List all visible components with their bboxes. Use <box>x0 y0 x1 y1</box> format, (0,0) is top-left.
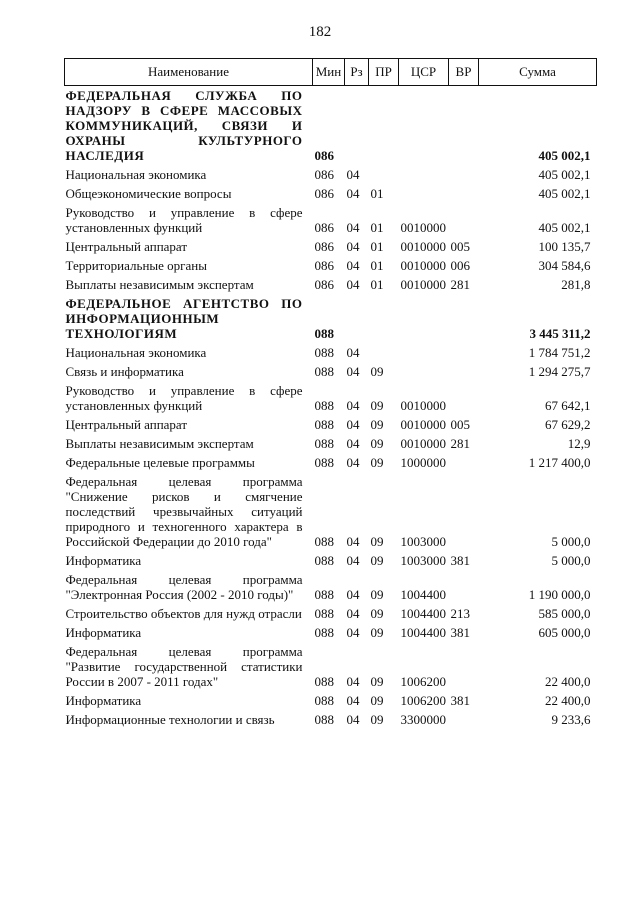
table-row <box>65 691 597 710</box>
cell-csr <box>399 362 449 381</box>
page-number: 182 <box>308 24 332 40</box>
cell-pr <box>369 165 399 184</box>
cell-rz: 04 <box>346 436 360 451</box>
cell-rz: 04 <box>346 693 360 708</box>
cell-sum: 405 002,1 <box>538 148 591 163</box>
cell-vr <box>449 381 479 415</box>
cell-rz <box>345 86 369 166</box>
cell-pr: 09 <box>370 417 384 432</box>
cell-sum: 5 000,0 <box>551 553 591 568</box>
cell-name: Информатика <box>65 553 142 568</box>
header-min: Мин <box>313 59 345 86</box>
cell-vr <box>449 710 479 729</box>
cell-vr <box>449 343 479 362</box>
cell-sum: 22 400,0 <box>545 674 591 689</box>
table-row <box>65 551 597 570</box>
cell-pr: 09 <box>370 693 384 708</box>
cell-min: 086 <box>314 239 334 254</box>
cell-csr: 1006200 <box>400 693 446 708</box>
cell-rz: 04 <box>346 455 360 470</box>
cell-vr: 381 <box>450 693 470 708</box>
cell-csr: 1000000 <box>400 455 446 470</box>
cell-rz: 04 <box>346 587 360 602</box>
table-row <box>65 237 597 256</box>
cell-vr <box>449 642 479 691</box>
cell-rz: 04 <box>346 398 360 413</box>
cell-csr: 0010000 <box>400 258 446 273</box>
table-row <box>65 362 597 381</box>
cell-sum: 22 400,0 <box>545 693 591 708</box>
cell-csr <box>399 343 449 362</box>
cell-name: Выплаты независимым экспертам <box>65 277 254 292</box>
cell-csr: 0010000 <box>400 239 446 254</box>
header-name: Наименование <box>65 59 313 86</box>
cell-min: 088 <box>314 606 334 621</box>
cell-pr: 09 <box>370 364 384 379</box>
header-sum: Сумма <box>479 59 597 86</box>
cell-pr: 09 <box>370 674 384 689</box>
cell-sum: 304 584,6 <box>538 258 591 273</box>
cell-min: 088 <box>314 436 334 451</box>
cell-pr: 09 <box>370 606 384 621</box>
cell-csr: 0010000 <box>400 220 446 235</box>
cell-rz: 04 <box>346 167 360 182</box>
table-row <box>65 434 597 453</box>
cell-min: 086 <box>314 258 334 273</box>
cell-sum: 5 000,0 <box>551 534 591 549</box>
table-row <box>65 256 597 275</box>
cell-min: 086 <box>314 148 334 163</box>
cell-vr: 381 <box>450 553 470 568</box>
cell-pr: 01 <box>370 258 384 273</box>
cell-name: ФЕДЕРАЛЬНАЯ СЛУЖБА ПО НАДЗОРУ В СФЕРЕ МАССОВЫХ КОММУНИКАЦИЙ, СВЯЗИ И ОХРАНЫ КУЛЬТУРНОГО НАСЛЕДИЯ <box>65 88 303 163</box>
cell-pr: 01 <box>370 239 384 254</box>
cell-csr <box>399 165 449 184</box>
cell-csr: 0010000 <box>400 398 446 413</box>
cell-name: Федеральная целевая программа "Снижение рисков и смягчение последствий чрезвычайных ситуаций природного и техногенного характера в Российской Федерации до 2010 года" <box>65 474 303 549</box>
cell-rz: 04 <box>346 364 360 379</box>
table-body <box>65 86 597 730</box>
cell-sum: 67 629,2 <box>545 417 591 432</box>
cell-vr <box>449 570 479 604</box>
table-row <box>65 343 597 362</box>
cell-rz: 04 <box>346 220 360 235</box>
cell-min: 088 <box>314 625 334 640</box>
cell-min: 088 <box>314 345 334 360</box>
header-vr: ВР <box>449 59 479 86</box>
cell-csr: 0010000 <box>400 417 446 432</box>
cell-pr: 09 <box>370 455 384 470</box>
cell-name: Строительство объектов для нужд отрасли <box>65 606 302 621</box>
cell-rz: 04 <box>346 239 360 254</box>
cell-rz: 04 <box>346 606 360 621</box>
table-row <box>65 381 597 415</box>
cell-name: Информатика <box>65 693 142 708</box>
cell-pr <box>369 294 399 343</box>
cell-sum: 1 190 000,0 <box>528 587 591 602</box>
cell-vr <box>449 165 479 184</box>
table-row <box>65 453 597 472</box>
cell-pr: 09 <box>370 398 384 413</box>
cell-rz: 04 <box>346 534 360 549</box>
cell-csr: 0010000 <box>400 436 446 451</box>
cell-sum: 281,8 <box>561 277 591 292</box>
cell-csr: 3300000 <box>400 712 446 727</box>
cell-sum: 3 445 311,2 <box>529 326 591 341</box>
table-row <box>65 642 597 691</box>
cell-vr <box>449 184 479 203</box>
cell-name: Федеральная целевая программа "Электронная Россия (2002 - 2010 годы)" <box>65 572 303 602</box>
cell-name: Территориальные органы <box>65 258 207 273</box>
cell-vr: 005 <box>450 417 470 432</box>
cell-sum: 1 217 400,0 <box>528 455 591 470</box>
cell-min: 088 <box>314 553 334 568</box>
cell-name: Национальная экономика <box>65 167 207 182</box>
cell-vr <box>449 203 479 237</box>
table-row <box>65 570 597 604</box>
cell-min: 088 <box>314 417 334 432</box>
table-row <box>65 165 597 184</box>
cell-rz: 04 <box>346 712 360 727</box>
budget-table <box>64 58 597 729</box>
cell-vr: 281 <box>450 436 470 451</box>
table-row <box>65 184 597 203</box>
cell-sum: 1 294 275,7 <box>528 364 591 379</box>
cell-name: Связь и информатика <box>65 364 184 379</box>
cell-min: 088 <box>314 693 334 708</box>
cell-name: Информатика <box>65 625 142 640</box>
cell-sum: 605 000,0 <box>538 625 591 640</box>
cell-sum: 405 002,1 <box>538 186 591 201</box>
cell-min: 086 <box>314 277 334 292</box>
table-row <box>65 710 597 729</box>
cell-min: 088 <box>314 712 334 727</box>
cell-sum: 1 784 751,2 <box>528 345 591 360</box>
cell-name: Руководство и управление в сфере установленных функций <box>65 205 303 235</box>
cell-vr: 005 <box>450 239 470 254</box>
cell-rz: 04 <box>346 345 360 360</box>
cell-pr: 09 <box>370 436 384 451</box>
header-rz: Рз <box>345 59 369 86</box>
cell-pr: 09 <box>370 625 384 640</box>
cell-min: 088 <box>314 455 334 470</box>
cell-sum: 67 642,1 <box>545 398 591 413</box>
table-row-organization <box>65 294 597 343</box>
cell-pr: 01 <box>370 186 384 201</box>
cell-pr: 09 <box>370 587 384 602</box>
cell-vr <box>449 362 479 381</box>
cell-name: Федеральная целевая программа "Развитие государственной статистики России в 2007 - 2011 годах" <box>65 644 303 689</box>
table-row <box>65 203 597 237</box>
cell-pr <box>369 343 399 362</box>
cell-min: 086 <box>314 220 334 235</box>
cell-name: Федеральные целевые программы <box>65 455 255 470</box>
cell-vr: 281 <box>450 277 470 292</box>
cell-pr: 09 <box>370 712 384 727</box>
cell-min: 088 <box>314 587 334 602</box>
header-pr: ПР <box>369 59 399 86</box>
cell-csr: 1006200 <box>400 674 446 689</box>
cell-csr: 1004400 <box>400 606 446 621</box>
table-header <box>65 59 597 86</box>
table-row <box>65 275 597 294</box>
cell-rz <box>345 294 369 343</box>
cell-sum: 405 002,1 <box>538 220 591 235</box>
cell-name: Общеэкономические вопросы <box>65 186 232 201</box>
cell-name: Руководство и управление в сфере установленных функций <box>65 383 303 413</box>
cell-csr: 0010000 <box>400 277 446 292</box>
cell-name: Информационные технологии и связь <box>65 712 275 727</box>
cell-min: 086 <box>314 167 334 182</box>
cell-min: 088 <box>314 326 334 341</box>
cell-sum: 100 135,7 <box>538 239 591 254</box>
table-row <box>65 472 597 551</box>
cell-vr <box>449 86 479 166</box>
table-row <box>65 415 597 434</box>
cell-csr: 1004400 <box>400 587 446 602</box>
cell-rz: 04 <box>346 625 360 640</box>
cell-min: 088 <box>314 534 334 549</box>
cell-sum: 585 000,0 <box>538 606 591 621</box>
cell-csr <box>399 294 449 343</box>
cell-pr: 09 <box>370 553 384 568</box>
cell-name: ФЕДЕРАЛЬНОЕ АГЕНТСТВО ПО ИНФОРМАЦИОННЫМ ТЕХНОЛОГИЯМ <box>65 296 303 341</box>
cell-vr <box>449 453 479 472</box>
cell-min: 088 <box>314 398 334 413</box>
cell-min: 088 <box>314 364 334 379</box>
cell-vr: 381 <box>450 625 470 640</box>
cell-csr <box>399 184 449 203</box>
table-row <box>65 623 597 642</box>
cell-sum: 405 002,1 <box>538 167 591 182</box>
cell-rz: 04 <box>346 553 360 568</box>
cell-vr <box>449 294 479 343</box>
cell-rz: 04 <box>346 277 360 292</box>
cell-pr: 01 <box>370 220 384 235</box>
cell-csr: 1004400 <box>400 625 446 640</box>
cell-sum: 9 233,6 <box>551 712 591 727</box>
cell-csr: 1003000 <box>400 553 446 568</box>
cell-rz: 04 <box>346 186 360 201</box>
header-csr: ЦСР <box>399 59 449 86</box>
cell-name: Национальная экономика <box>65 345 207 360</box>
table-row <box>65 604 597 623</box>
cell-vr <box>449 472 479 551</box>
cell-vr: 006 <box>450 258 470 273</box>
table-row-organization <box>65 86 597 166</box>
cell-min: 088 <box>314 674 334 689</box>
cell-name: Центральный аппарат <box>65 239 188 254</box>
cell-rz: 04 <box>346 417 360 432</box>
cell-pr: 09 <box>370 534 384 549</box>
cell-name: Центральный аппарат <box>65 417 188 432</box>
cell-rz: 04 <box>346 258 360 273</box>
cell-name: Выплаты независимым экспертам <box>65 436 254 451</box>
cell-rz: 04 <box>346 674 360 689</box>
cell-sum: 12,9 <box>567 436 591 451</box>
cell-vr: 213 <box>450 606 470 621</box>
cell-csr <box>399 86 449 166</box>
cell-min: 086 <box>314 186 334 201</box>
cell-csr: 1003000 <box>400 534 446 549</box>
cell-pr <box>369 86 399 166</box>
cell-pr: 01 <box>370 277 384 292</box>
